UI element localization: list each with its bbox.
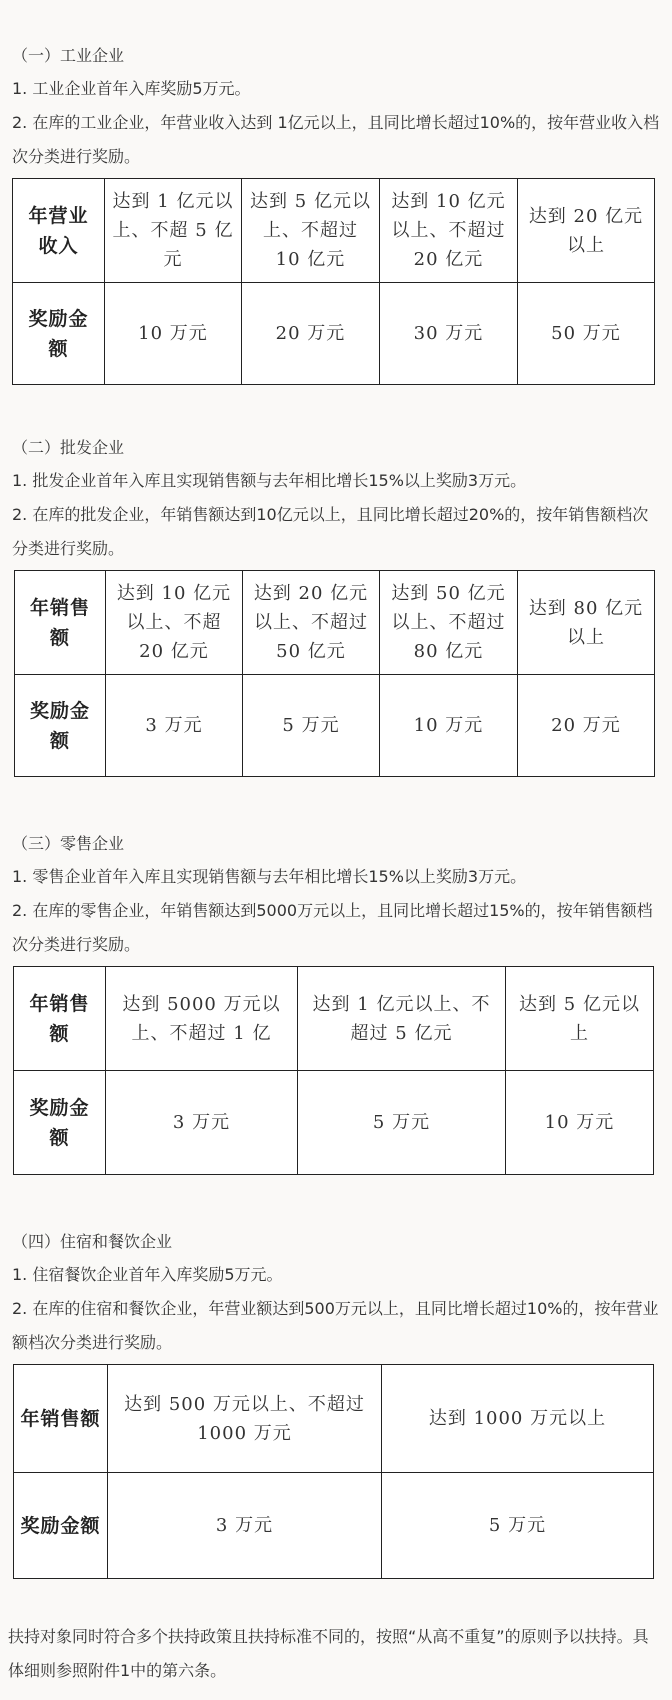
section-line-2: 2. 在库的批发企业，年销售额达到10亿元以上，且同比增长超过20%的，按年销售额档次分类进行奖励。 (12, 505, 649, 558)
reward-cell: 10 万元 (105, 283, 242, 385)
tier-cell: 达到 5 亿元以上、不超过 10 亿元 (242, 179, 380, 283)
reward-cell: 3 万元 (108, 1473, 382, 1579)
reward-cell: 10 万元 (380, 675, 518, 777)
reward-table (14, 570, 655, 777)
section-title: （四）住宿和餐饮企业 (12, 1232, 173, 1251)
section-line-1: 1. 住宿餐饮企业首年入库奖励5万元。 (12, 1265, 283, 1284)
reward-table (13, 966, 654, 1175)
tier-cell: 达到 1000 万元以上 (382, 1365, 654, 1473)
tier-cell: 达到 5000 万元以上、不超过 1 亿 (106, 967, 298, 1071)
reward-cell: 20 万元 (518, 675, 655, 777)
reward-table (12, 178, 655, 385)
tier-cell: 达到 1 亿元以上、不超 5 亿元 (105, 179, 242, 283)
tier-cell: 达到 10 亿元以上、不超 20 亿元 (106, 571, 243, 675)
reward-cell: 5 万元 (298, 1071, 506, 1175)
tier-cell: 达到 5 亿元以上 (506, 967, 654, 1071)
reward-cell: 10 万元 (506, 1071, 654, 1175)
row-header-reward: 奖励金额 (15, 675, 106, 777)
tier-cell: 达到 80 亿元以上 (518, 571, 655, 675)
section-line-2: 2. 在库的零售企业，年销售额达到5000万元以上，且同比增长超过15%的，按年销售额档次分类进行奖励。 (12, 901, 653, 954)
tier-cell: 达到 20 亿元以上、不超过 50 亿元 (243, 571, 380, 675)
reward-cell: 5 万元 (243, 675, 380, 777)
section-title: （二）批发企业 (12, 438, 125, 457)
row-header-sales: 年销售额 (15, 571, 106, 675)
row-header-reward: 奖励金额 (13, 283, 105, 385)
reward-cell: 3 万元 (106, 675, 243, 777)
section-retail (12, 832, 660, 1175)
section-line-2: 2. 在库的工业企业，年营业收入达到 1亿元以上，且同比增长超过10%的，按年营业收入档次分类进行奖励。 (12, 113, 660, 166)
tier-cell: 达到 500 万元以上、不超过 1000 万元 (108, 1365, 382, 1473)
footer-note: 扶持对象同时符合多个扶持政策且扶持标准不同的，按照“从高不重复”的原则予以扶持。具体细则参照附件1中的第六条。 (8, 1627, 649, 1680)
tier-cell: 达到 10 亿元以上、不超过 20 亿元 (380, 179, 518, 283)
reward-cell: 30 万元 (380, 283, 518, 385)
section-line-1: 1. 批发企业首年入库且实现销售额与去年相比增长15%以上奖励3万元。 (12, 471, 527, 490)
section-hospitality (12, 1230, 660, 1579)
reward-cell: 3 万元 (106, 1071, 298, 1175)
tier-cell: 达到 1 亿元以上、不超过 5 亿元 (298, 967, 506, 1071)
reward-cell: 20 万元 (242, 283, 380, 385)
row-header-reward: 奖励金额 (14, 1071, 106, 1175)
reward-cell: 5 万元 (382, 1473, 654, 1579)
row-header-reward: 奖励金额 (14, 1473, 108, 1579)
section-line-2: 2. 在库的住宿和餐饮企业，年营业额达到500万元以上，且同比增长超过10%的，按年营业额档次分类进行奖励。 (12, 1299, 659, 1352)
section-title: （一）工业企业 (12, 46, 125, 65)
reward-table (13, 1364, 654, 1579)
row-header-sales: 年销售额 (14, 967, 106, 1071)
tier-cell: 达到 20 亿元以上 (518, 179, 655, 283)
section-wholesale (12, 436, 660, 777)
section-industrial (12, 44, 660, 385)
section-line-1: 1. 工业企业首年入库奖励5万元。 (12, 79, 251, 98)
section-title: （三）零售企业 (12, 834, 125, 853)
reward-cell: 50 万元 (518, 283, 655, 385)
row-header-revenue: 年营业收入 (13, 179, 105, 283)
section-line-1: 1. 零售企业首年入库且实现销售额与去年相比增长15%以上奖励3万元。 (12, 867, 527, 886)
row-header-sales: 年销售额 (14, 1365, 108, 1473)
tier-cell: 达到 50 亿元以上、不超过 80 亿元 (380, 571, 518, 675)
